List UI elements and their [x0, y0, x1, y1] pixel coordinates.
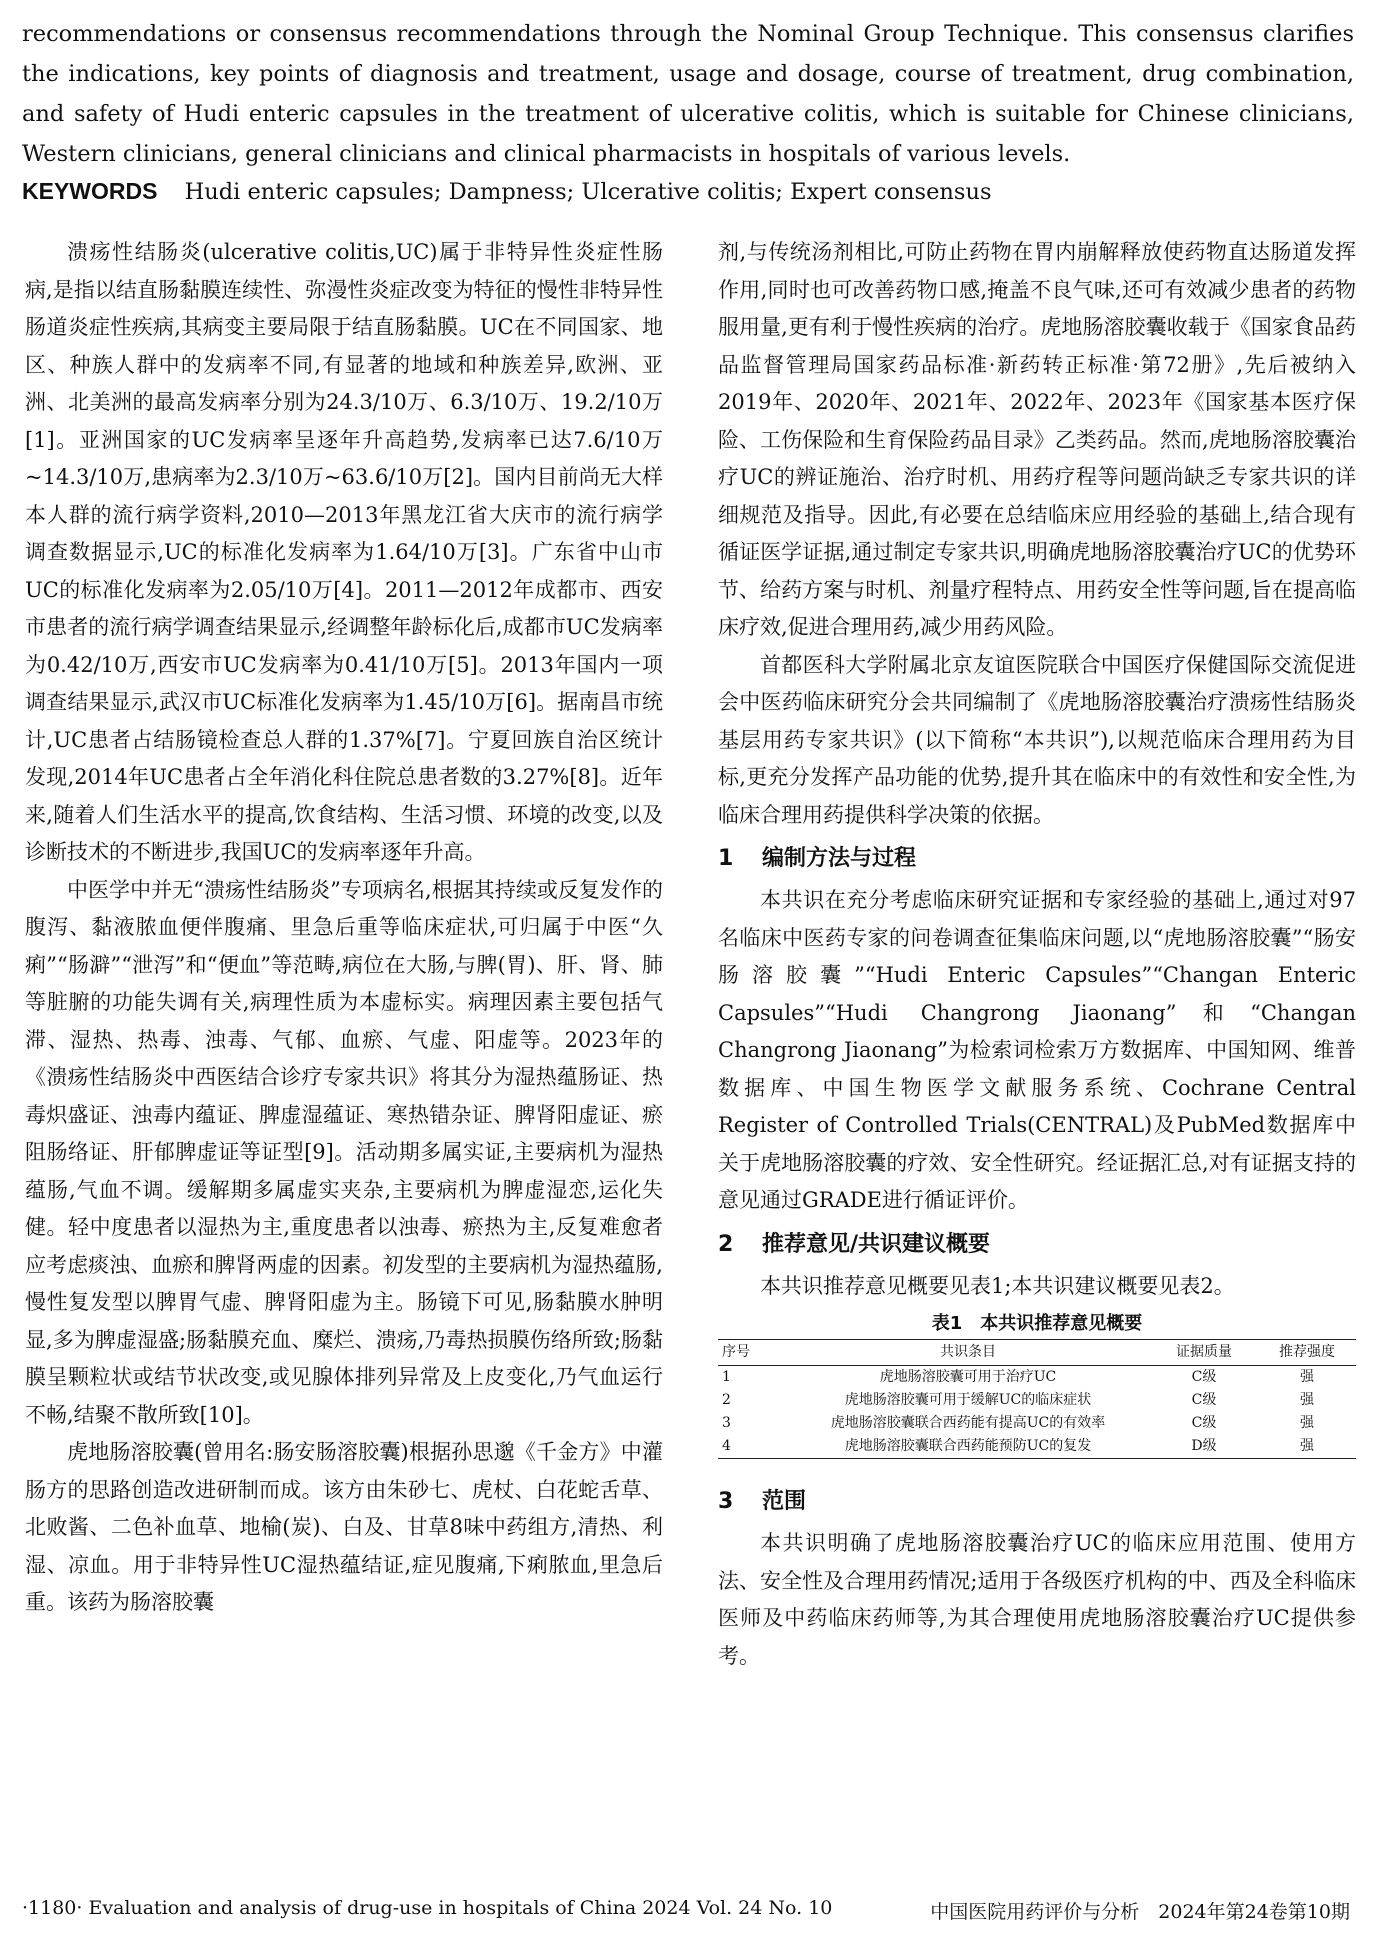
intro-paragraph-3-cont: 剂,与传统汤剂相比,可防止药物在胃内崩解释放使药物直达肠道发挥作用,同时也可改善药物口感,掩盖不良气味,还可有效减少患者的药物服用量,更有利于慢性疾病的治疗。虎地肠溶胶囊收载于《国家食品药品监督管理局国家药品标准·新药转正标准·第72册》,先后被纳入2019年、2020年、2021年、2022年、2023年《国家基本医疗保险、工伤保险和生育保险药品目录》乙类药品。然而,虎地肠溶胶囊治疗UC的辨证施治、治疗时机、用药疗程等问题尚缺乏专家共识的详细规范及指导。因此,有必要在总结临床应用经验的基础上,结合现有循证医学证据,通过制定专家共识,明确虎地肠溶胶囊治疗UC的优势环节、给药方案与时机、剂量疗程特点、用药安全性等问题,旨在提高临床疗效,促进合理用药,减少用药风险。 — [718, 240, 1356, 639]
recommendation-table — [718, 1339, 1356, 1459]
footer-journal-cn: 中国医院用药评价与分析 2024年第24卷第10期 — [930, 1901, 1350, 1923]
footer-journal-en: ·1180· Evaluation and analysis of drug-use in hospitals of China 2024 Vol. 24 No. 10 — [22, 1897, 833, 1919]
section-2-text: 本共识推荐意见概要见表1;本共识建议概要见表2。 — [760, 1273, 1235, 1298]
table-cell-strength: 强 — [1300, 1392, 1314, 1408]
table-cell-evidence: C级 — [1191, 1415, 1217, 1431]
keywords-text: Hudi enteric capsules; Dampness; Ulcerative colitis; Expert consensus — [184, 179, 992, 205]
table-cell-no: 4 — [722, 1438, 731, 1454]
table-row — [718, 1389, 1356, 1412]
table-cell-item: 虎地肠溶胶囊可用于治疗UC — [879, 1369, 1057, 1385]
table-header-item: 共识条目 — [940, 1344, 996, 1360]
abstract-continuation: recommendations or consensus recommendations through the Nominal Group Technique. This consensus clarifies the indications, key points of diagnosis and treatment, usage and dosage, course of treatment, drug combination, and safety of Hudi enteric capsules in the treatment of ulcerative colitis, which is suitable for Chinese clinicians, Western clinicians, general clinicians and clinical pharmacists in hospitals of various levels. — [22, 21, 1354, 167]
table-header-strength: 推荐强度 — [1279, 1344, 1335, 1360]
table-1-title: 表1 本共识推荐意见概要 — [931, 1313, 1143, 1334]
section-2-title: 推荐意见/共识建议概要 — [762, 1231, 991, 1257]
table-cell-no: 1 — [722, 1369, 731, 1385]
section-1-text: 本共识在充分考虑临床研究证据和专家经验的基础上,通过对97名临床中医药专家的问卷调查征集临床问题,以“虎地肠溶胶囊”“肠安肠溶胶囊”“Hudi Enteric Capsules”“Changan Enteric Capsules”“Hudi Changrong Jiaonang”和“Changan Changrong Jiaonang”为检索词检索万方数据库、中国知网、维普数据库、中国生物医学文献服务系统、Cochrane Central Register of Controlled Trials(CENTRAL)及PubMed数据库中关于虎地肠溶胶囊的疗效、安全性研究。经证据汇总,对有证据支持的意见通过GRADE进行循证评价。 — [718, 888, 1356, 1212]
table-1 — [718, 1309, 1356, 1459]
keywords-line — [22, 178, 992, 205]
table-cell-strength: 强 — [1300, 1438, 1314, 1454]
keywords-label: KEYWORDS — [22, 178, 158, 204]
left-column — [25, 234, 663, 1622]
intro-paragraph-3: 虎地肠溶胶囊(曾用名:肠安肠溶胶囊)根据孙思邈《千金方》中灌肠方的思路创造改进研制而成。该方由朱砂七、虎杖、白花蛇舌草、北败酱、二色补血草、地榆(炭)、白及、甘草8味中药组方,清热、利湿、凉血。用于非特异性UC湿热蕴结证,症见腹痛,下痢脓血,里急后重。该药为肠溶胶囊 — [25, 1440, 663, 1614]
intro-paragraph-4: 首都医科大学附属北京友谊医院联合中国医疗保健国际交流促进会中医药临床研究分会共同编制了《虎地肠溶胶囊治疗溃疡性结肠炎基层用药专家共识》(以下简称“本共识”),以规范临床合理用药为目标,更充分发挥产品功能的优势,提升其在临床中的有效性和安全性,为临床合理用药提供科学决策的依据。 — [718, 652, 1356, 827]
section-3-text: 本共识明确了虎地肠溶胶囊治疗UC的临床应用范围、使用方法、安全性及合理用药情况;适用于各级医疗机构的中、西及全科临床医师及中药临床药师等,为其合理使用虎地肠溶胶囊治疗UC提供参考。 — [718, 1531, 1356, 1668]
intro-paragraph-1: 溃疡性结肠炎(ulcerative colitis,UC)属于非特异性炎症性肠病,是指以结直肠黏膜连续性、弥漫性炎症改变为特征的慢性非特异性肠道炎症性疾病,其病变主要局限于结直肠黏膜。UC在不同国家、地区、种族人群中的发病率不同,有显著的地域和种族差异,欧洲、亚洲、北美洲的最高发病率分别为24.3/10万、6.3/10万、19.2/10万[1]。亚洲国家的UC发病率呈逐年升高趋势,发病率已达7.6/10万~14.3/10万,患病率为2.3/10万~63.6/10万[2]。国内目前尚无大样本人群的流行病学资料,2010—2013年黑龙江省大庆市的流行病学调查数据显示,UC的标准化发病率为1.64/10万[3]。广东省中山市UC的标准化发病率为2.05/10万[4]。2011—2012年成都市、西安市患者的流行病学调查结果显示,经调整年龄标化后,成都市UC发病率为0.42/10万,西安市UC发病率为0.41/10万[5]。2013年国内一项调查结果显示,武汉市UC标准化发病率为1.45/10万[6]。据南昌市统计,UC患者占结肠镜检查总人群的1.37%[7]。宁夏回族自治区统计发现,2014年UC患者占全年消化科住院总患者数的3.27%[8]。近年来,随着人们生活水平的提高,饮食结构、生活习惯、环境的改变,以及诊断技术的不断进步,我国UC的发病率逐年升高。 — [25, 240, 663, 864]
table-cell-no: 3 — [722, 1415, 731, 1431]
section-3-heading — [718, 1485, 1356, 1519]
section-1-number: 1 — [718, 846, 734, 871]
table-cell-no: 2 — [722, 1392, 731, 1408]
table-cell-item: 虎地肠溶胶囊可用于缓解UC的临床症状 — [844, 1392, 1092, 1408]
section-1-heading — [718, 842, 1356, 876]
table-row — [718, 1435, 1356, 1459]
table-cell-evidence: D级 — [1191, 1438, 1217, 1454]
table-row — [718, 1412, 1356, 1435]
section-3-number: 3 — [718, 1489, 734, 1514]
table-row — [718, 1366, 1356, 1390]
section-2-heading — [718, 1228, 1356, 1262]
table-cell-strength: 强 — [1300, 1415, 1314, 1431]
table-cell-evidence: C级 — [1191, 1369, 1217, 1385]
table-header-row — [718, 1340, 1356, 1366]
section-3-title: 范围 — [762, 1489, 807, 1514]
section-1-title: 编制方法与过程 — [762, 846, 917, 871]
section-2-number: 2 — [718, 1231, 734, 1257]
table-cell-item: 虎地肠溶胶囊联合西药能预防UC的复发 — [844, 1438, 1092, 1454]
right-column — [718, 234, 1356, 1675]
table-cell-item: 虎地肠溶胶囊联合西药能有提高UC的有效率 — [830, 1415, 1106, 1431]
table-header-no: 序号 — [722, 1344, 750, 1360]
table-cell-evidence: C级 — [1191, 1392, 1217, 1408]
intro-paragraph-2: 中医学中并无“溃疡性结肠炎”专项病名,根据其持续或反复发作的腹泻、黏液脓血便伴腹痛、里急后重等临床症状,可归属于中医“久痢”“肠澼”“泄泻”和“便血”等范畴,病位在大肠,与脾(胃)、肝、肾、肺等脏腑的功能失调有关,病理性质为本虚标实。病理因素主要包括气滞、湿热、热毒、浊毒、气郁、血瘀、气虚、阳虚等。2023年的《溃疡性结肠炎中西医结合诊疗专家共识》将其分为湿热蕴肠证、热毒炽盛证、浊毒内蕴证、脾虚湿蕴证、寒热错杂证、脾肾阳虚证、瘀阻肠络证、肝郁脾虚证等证型[9]。活动期多属实证,主要病机为湿热蕴肠,气血不调。缓解期多属虚实夹杂,主要病机为脾虚湿恋,运化失健。轻中度患者以湿热为主,重度患者以浊毒、瘀热为主,反复难愈者应考虑痰浊、血瘀和脾肾两虚的因素。初发型的主要病机为湿热蕴肠,慢性复发型以脾胃气虚、脾肾阳虚为主。肠镜下可见,肠黏膜水肿明显,多为脾虚湿盛;肠黏膜充血、糜烂、溃疡,乃毒热损膜伤络所致;肠黏膜呈颗粒状或结节状改变,或见腺体排列异常及上皮变化,乃气血运行不畅,结聚不散所致[10]。 — [25, 877, 663, 1427]
table-header-evidence: 证据质量 — [1176, 1344, 1232, 1360]
table-cell-strength: 强 — [1300, 1369, 1314, 1385]
